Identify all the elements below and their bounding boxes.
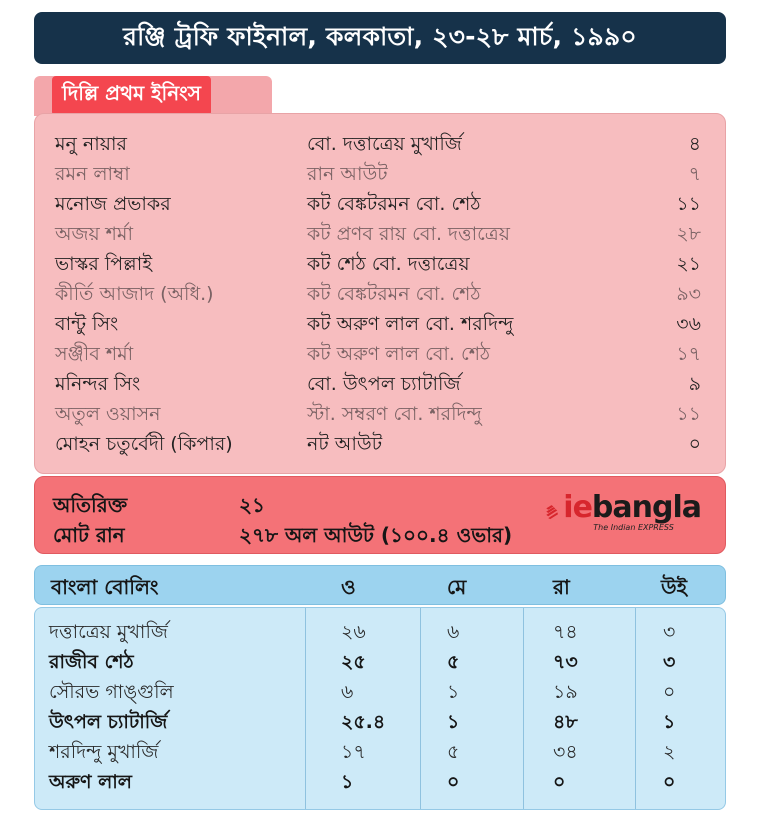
dismissal: বো. দত্তাত্রেয় মুখার্জি xyxy=(307,133,462,155)
dismissal: কট অরুণ লাল বো. শরদিন্দু xyxy=(307,313,514,335)
batting-row xyxy=(35,340,725,370)
bowler-overs: ২৫ xyxy=(341,651,366,673)
bowler-wickets: ১ xyxy=(663,711,676,733)
header-maidens: মে xyxy=(447,575,467,599)
bowler-maidens: ৬ xyxy=(447,621,460,643)
logo-ie: ie xyxy=(563,489,592,525)
header-overs: ও xyxy=(341,575,356,599)
bowling-row xyxy=(35,618,725,648)
bowler-name: রাজীব শেঠ xyxy=(49,651,134,673)
bowler-overs: ৬ xyxy=(341,681,354,703)
batting-row xyxy=(35,430,725,460)
bowler-wickets: ৩ xyxy=(663,651,676,673)
batting-scorecard xyxy=(34,113,726,474)
bowling-row xyxy=(35,648,725,678)
bowling-row xyxy=(35,768,725,798)
bowler-overs: ১৭ xyxy=(341,741,366,763)
total-label: মোট রান xyxy=(53,523,125,547)
batting-row xyxy=(35,160,725,190)
batter-name: মনোজ প্রভাকর xyxy=(55,193,171,215)
batter-name: ভাস্কর পিল্লাই xyxy=(55,253,153,275)
batter-runs: ২৮ xyxy=(676,223,701,245)
bowler-name: দত্তাত্রেয় মুখার্জি xyxy=(49,621,168,643)
batter-name: কীর্তি আজাদ (অধি.) xyxy=(55,283,214,305)
batter-name: রমন লাম্বা xyxy=(55,163,130,185)
dismissal: কট বেঙ্কটরমন বো. শেঠ xyxy=(307,283,481,305)
extras-label: অতিরিক্ত xyxy=(53,493,128,517)
batter-name: মনু নায়ার xyxy=(55,133,127,155)
innings-label: দিল্লি প্রথম ইনিংস xyxy=(52,76,211,116)
dismissal: বো. উৎপল চ্যাটার্জি xyxy=(307,373,461,395)
bowler-name: অরুণ লাল xyxy=(49,771,132,793)
dismissal: নট আউট xyxy=(307,433,383,455)
dismissal: কট শেঠ বো. দত্তাত্রেয় xyxy=(307,253,470,275)
batter-name: সঞ্জীব শর্মা xyxy=(55,343,134,365)
bowler-runs: ৭৪ xyxy=(553,621,578,643)
logo-bangla: bangla xyxy=(591,489,701,525)
bowler-wickets: ০ xyxy=(663,681,676,703)
bowler-runs: ১৯ xyxy=(553,681,578,703)
batting-row xyxy=(35,220,725,250)
bowler-maidens: ০ xyxy=(447,771,460,793)
batting-row xyxy=(35,280,725,310)
batter-name: মোহন চতুর্বেদী (কিপার) xyxy=(55,433,233,455)
batter-runs: ৩৬ xyxy=(676,313,701,335)
bowler-runs: ০ xyxy=(553,771,566,793)
dismissal: রান আউট xyxy=(307,163,388,185)
bowling-row xyxy=(35,708,725,738)
bowling-title: বাংলা বোলিং xyxy=(51,575,159,599)
bowling-header xyxy=(34,565,726,605)
bowler-wickets: ২ xyxy=(663,741,676,763)
batter-runs: ১১ xyxy=(676,403,701,425)
bowler-runs: ৩৪ xyxy=(553,741,578,763)
iebangla-logo xyxy=(545,482,701,542)
batter-name: অজয় শর্মা xyxy=(55,223,133,245)
batting-row xyxy=(35,310,725,340)
dismissal: কট প্রণব রায় বো. দত্তাত্রেয় xyxy=(307,223,510,245)
batter-name: মনিন্দর সিং xyxy=(55,373,141,395)
bowler-runs: ৭৩ xyxy=(553,651,578,673)
batting-row xyxy=(35,250,725,280)
batter-runs: ৯৩ xyxy=(676,283,701,305)
batting-row xyxy=(35,400,725,430)
bowler-wickets: ৩ xyxy=(663,621,676,643)
header-runs: রা xyxy=(553,575,570,599)
bowler-runs: ৪৮ xyxy=(553,711,578,733)
batter-runs: ০ xyxy=(688,433,701,455)
batter-runs: ২১ xyxy=(676,253,701,275)
bowler-wickets: ০ xyxy=(663,771,676,793)
bowling-table xyxy=(34,607,726,810)
batter-name: বান্টু সিং xyxy=(55,313,119,335)
bowler-maidens: ৫ xyxy=(447,651,460,673)
page-title: রঞ্জি ট্রফি ফাইনাল, কলকাতা, ২৩-২৮ মার্চ, ১৯৯০ xyxy=(34,12,726,64)
bowler-maidens: ১ xyxy=(447,711,460,733)
batter-runs: ১১ xyxy=(676,193,701,215)
bowling-row xyxy=(35,678,725,708)
total-value: ২৭৮ অল আউট (১০০.৪ ওভার) xyxy=(239,523,513,547)
header-wickets: উই xyxy=(661,575,687,599)
bowler-maidens: ৫ xyxy=(447,741,460,763)
batter-runs: ৭ xyxy=(688,163,701,185)
batter-runs: ১৭ xyxy=(676,343,701,365)
bowler-name: সৌরভ গাঙ্গুলি xyxy=(49,681,174,703)
bowler-name: শরদিন্দু মুখার্জি xyxy=(49,741,159,763)
extras-value: ২১ xyxy=(239,493,265,517)
batter-name: অতুল ওয়াসন xyxy=(55,403,161,425)
batting-row xyxy=(35,190,725,220)
bowler-overs: ১ xyxy=(341,771,354,793)
bowler-maidens: ১ xyxy=(447,681,460,703)
bowler-name: উৎপল চ্যাটার্জি xyxy=(49,711,168,733)
dismissal: কট অরুণ লাল বো. শেঠ xyxy=(307,343,491,365)
dismissal: কট বেঙ্কটরমন বো. শেঠ xyxy=(307,193,481,215)
innings-tab xyxy=(34,76,272,116)
iebangla-logo-icon xyxy=(545,487,559,537)
bowling-row xyxy=(35,738,725,768)
dismissal: স্টা. সম্বরণ বো. শরদিন্দু xyxy=(307,403,482,425)
batting-row xyxy=(35,130,725,160)
batter-runs: ৯ xyxy=(688,373,701,395)
bowler-overs: ২৬ xyxy=(341,621,366,643)
logo-subtitle: The Indian EXPRESS xyxy=(593,522,674,532)
batting-row xyxy=(35,370,725,400)
bowler-overs: ২৫.৪ xyxy=(341,711,386,733)
batter-runs: ৪ xyxy=(688,133,701,155)
